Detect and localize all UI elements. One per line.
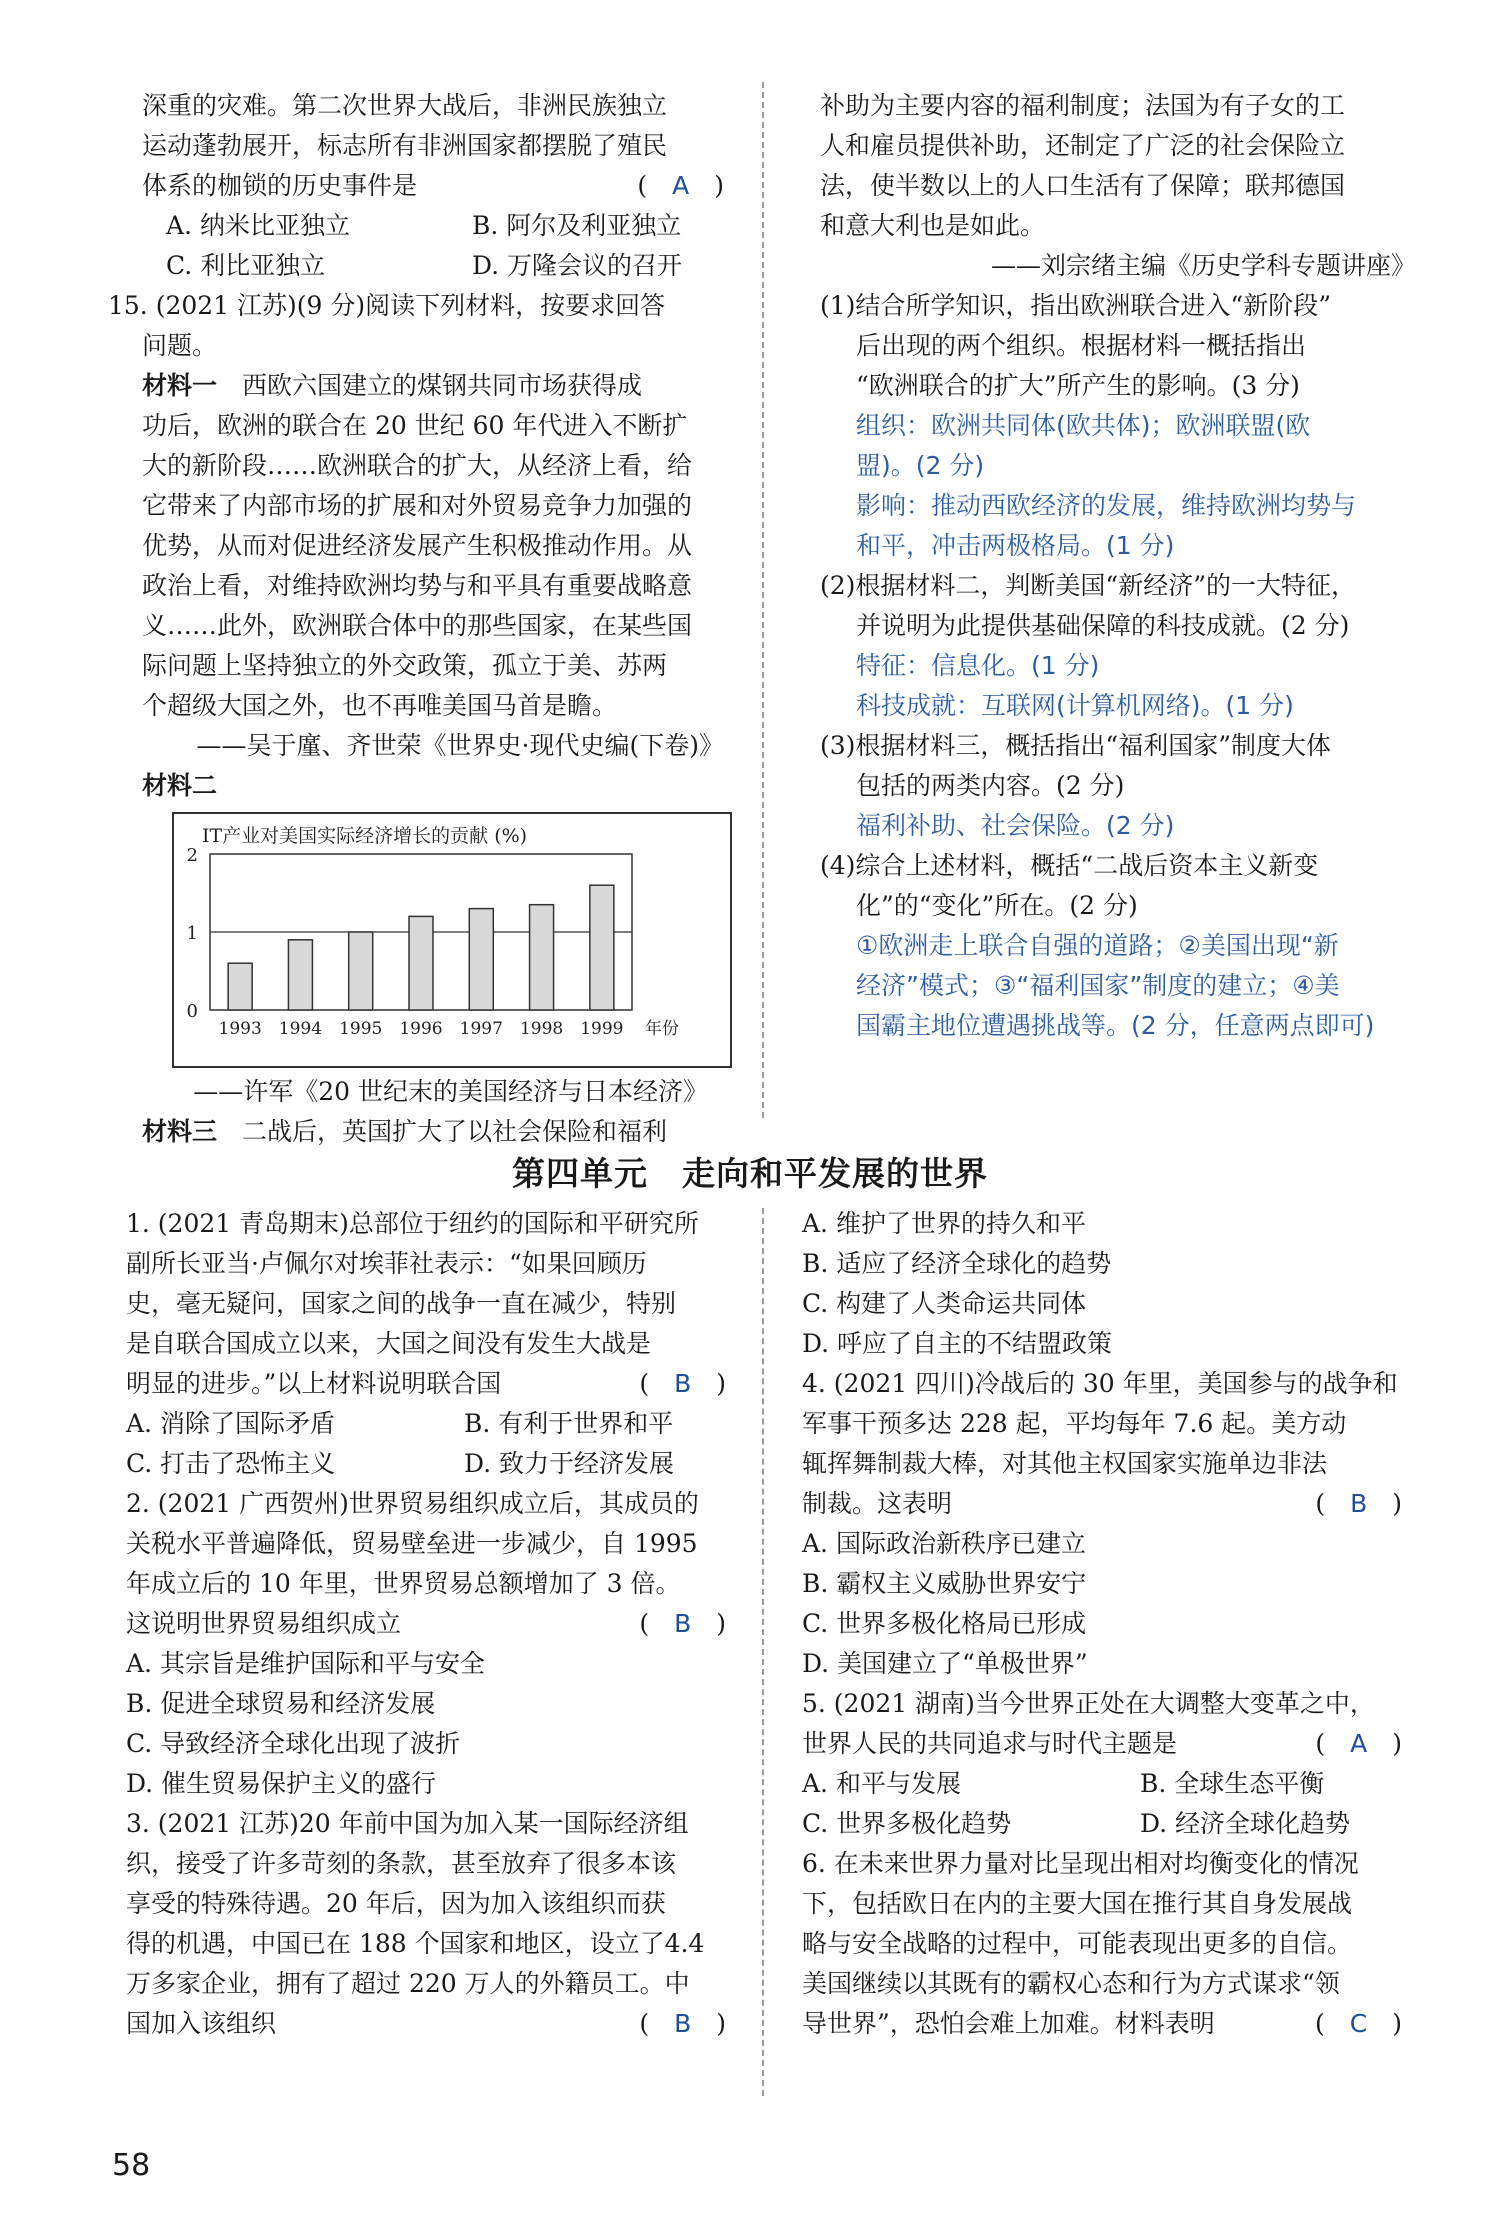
material-one-line: 优势，从而对促进经济发展产生积极推动作用。从 [142,531,693,560]
bar [288,940,312,1010]
question-1-line: 副所长亚当·卢佩尔对埃菲社表示：“如果回顾历 [126,1249,647,1278]
question-6-line: 略与安全战略的过程中，可能表现出更多的自信。 [802,1929,1353,1958]
q15-head: 问题。 [142,331,218,360]
question-3-line: 3. (2021 江苏)20 年前中国为加入某一国际经济组 [126,1809,689,1838]
q3-option-b: B. 适应了经济全球化的趋势 [802,1249,1112,1278]
page-number: 58 [112,2148,151,2183]
x-tick-label: 1993 [218,1019,262,1039]
q5-answer: A [1350,1729,1368,1758]
material-one-source: ——吴于廑、齐世荣《世界史·现代史编(下卷)》 [196,731,724,760]
x-tick-label: 1997 [459,1019,503,1039]
sub-answer-1: 组织：欧洲共同体(欧共体)；欧洲联盟(欧 [856,411,1311,440]
question-1-line: 是自联合国成立以来，大国之间没有发生大战是 [126,1329,652,1358]
q5-options-row [802,1764,1402,1804]
q2-answer: B [674,1609,692,1638]
q14-option-b: B. 阿尔及利亚独立 [472,211,682,240]
question-3-line: 国加入该组织 ( B ) [126,2004,726,2044]
question-3-line: 万多家企业，拥有了超过 220 万人的外籍员工。中 [126,1969,690,1998]
sub-question-2: (2)根据材料二，判断美国“新经济”的一大特征， [820,571,1356,600]
material-three-cont: 补助为主要内容的福利制度；法国为有子女的工 [820,91,1346,120]
sub-question-1: “欧洲联合的扩大”所产生的影响。(3 分) [856,371,1300,400]
bar [409,916,433,1010]
sub-question-4: 化”的“变化”所在。(2 分) [856,891,1138,920]
sub-question-1: 后出现的两个组织。根据材料一概括指出 [856,331,1307,360]
column-divider-top [762,82,764,1118]
q15-head: 15. (2021 江苏)(9 分)阅读下列材料，按要求回答 [108,291,666,320]
unit-title: 第四单元 走向和平发展的世界 [512,1154,988,1193]
sub-question-3: 包括的两类内容。(2 分) [856,771,1125,800]
q1-option-a: A. 消除了国际矛盾 [126,1409,335,1438]
q3-option-d: D. 呼应了自主的不结盟政策 [802,1329,1113,1358]
sub-question-4: (4)综合上述材料，概括“二战后资本主义新变 [820,851,1319,880]
question-6-line: 美国继续以其既有的霸权心态和行为方式谋求“领 [802,1969,1340,1998]
sub-answer-3: 福利补助、社会保险。(2 分) [856,811,1175,840]
question-4-line: 辄挥舞制裁大棒，对其他主权国家实施单边非法 [802,1449,1328,1478]
q1-answer-paren: ( B ) [639,1369,726,1398]
q14-option-c: C. 利比亚独立 [166,251,326,280]
material-two-label: 材料二 [142,771,218,800]
question-4-line: 军事干预多达 228 起，平均每年 7.6 起。美方动 [802,1409,1347,1438]
material-one-line: 政治上看，对维持欧洲均势与和平具有重要战略意 [142,571,693,600]
q5-option-c: C. 世界多极化趋势 [802,1809,1012,1838]
material-one-line: 材料一 西欧六国建立的煤钢共同市场获得成 [142,371,643,400]
question-1-line: 1. (2021 青岛期末)总部位于纽约的国际和平研究所 [126,1209,699,1238]
material-one-line: 义……此外，欧洲联合体中的那些国家，在某些国 [142,611,693,640]
question-2-line: 这说明世界贸易组织成立 ( B ) [126,1604,726,1644]
q1-option-b: B. 有利于世界和平 [464,1409,674,1438]
q1-options-row [126,1404,726,1444]
sub-question-3: (3)根据材料三，概括指出“福利国家”制度大体 [820,731,1331,760]
question-6-line: 下，包括欧日在内的主要大国在推行其自身发展战 [802,1889,1353,1918]
x-axis-label: 年份 [645,1019,679,1039]
question-3-line: 得的机遇，中国已在 188 个国家和地区，设立了4.4 [126,1929,705,1958]
q4-option-b: B. 霸权主义威胁世界安宁 [802,1569,1087,1598]
q2-option-b: B. 促进全球贸易和经济发展 [126,1689,436,1718]
material-three-line: 材料三 二战后，英国扩大了以社会保险和福利 [142,1117,668,1146]
sub-answer-2: 科技成就：互联网(计算机网络)。(1 分) [856,691,1294,720]
right-top-column [820,86,1416,1046]
question-1-line: 明显的进步。”以上材料说明联合国 ( B ) [126,1364,726,1404]
q2-option-a: A. 其宗旨是维护国际和平与安全 [126,1649,485,1678]
chart-svg [172,812,732,1068]
column-divider-bottom [762,1208,764,2096]
material-three-cont: 人和雇员提供补助，还制定了广泛的社会保险立 [820,131,1346,160]
q3-answer: B [674,2009,692,2038]
question-5-line: 5. (2021 湖南)当今世界正处在大调整大变革之中， [802,1689,1375,1718]
q1-option-d: D. 致力于经济发展 [464,1449,675,1478]
material-one-line: 大的新阶段……欧洲联合的扩大，从经济上看，给 [142,451,693,480]
x-tick-label: 1995 [339,1019,383,1039]
question-4-line: 4. (2021 四川)冷战后的 30 年里，美国参与的战争和 [802,1369,1398,1398]
sub-answer-4: 经济”模式；③“福利国家”制度的建立；④美 [856,971,1340,1000]
q4-answer-paren: ( B ) [1315,1489,1402,1518]
q14-option-d: D. 万隆会议的召开 [472,251,683,280]
q2-answer-paren: ( B ) [639,1609,726,1638]
q2-option-d: D. 催生贸易保护主义的盛行 [126,1769,437,1798]
q5-answer-paren: ( A ) [1315,1729,1402,1758]
q4-answer: B [1350,1489,1368,1518]
y-tick-label: 1 [186,923,198,944]
q6-answer: C [1349,2009,1368,2038]
sub-answer-4: ①欧洲走上联合自强的道路；②美国出现“新 [856,931,1339,960]
sub-answer-1: 盟)。(2 分) [856,451,985,480]
q14-options-row [142,206,724,246]
q3-option-c: C. 构建了人类命运共同体 [802,1289,1087,1318]
q6-answer-paren: ( C ) [1315,2009,1402,2038]
q3-answer-paren: ( B ) [639,2009,726,2038]
material-one-label: 材料一 [142,371,218,400]
q4-option-c: C. 世界多极化格局已形成 [802,1609,1087,1638]
question-3-line: 享受的特殊待遇。20 年后，因为加入该组织而获 [126,1889,666,1918]
q1-option-c: C. 打击了恐怖主义 [126,1449,336,1478]
question-6-line: 导世界”，恐怕会难上加难。材料表明 ( C ) [802,2004,1402,2044]
right-bottom-column [802,1204,1402,2044]
q1-answer: B [674,1369,692,1398]
q14-option-a: A. 纳米比亚独立 [166,211,350,240]
q1-options-row [126,1444,726,1484]
q5-option-a: A. 和平与发展 [802,1769,961,1798]
q5-option-b: B. 全球生态平衡 [1140,1769,1325,1798]
question-1-line: 史，毫无疑问，国家之间的战争一直在减少，特别 [126,1289,677,1318]
sub-answer-1: 影响：推动西欧经济的发展，维持欧洲均势与 [856,491,1357,520]
x-tick-label: 1999 [580,1019,624,1039]
material-one-line: 它带来了内部市场的扩展和对外贸易竞争力加强的 [142,491,693,520]
q14-line: 运动蓬勃展开，标志所有非洲国家都摆脱了殖民 [142,131,668,160]
material-three-cont: 法，使半数以上的人口生活有了保障；联邦德国 [820,171,1346,200]
material-one-line: 际问题上坚持独立的外交政策，孤立于美、苏两 [142,651,668,680]
question-6-line: 6. 在未来世界力量对比呈现出相对均衡变化的情况 [802,1849,1359,1878]
material-three-label: 材料三 [142,1117,218,1146]
material-one-line: 个超级大国之外，也不再唯美国马首是瞻。 [142,691,618,720]
question-2-line: 年成立后的 10 年里，世界贸易总额增加了 3 倍。 [126,1569,681,1598]
x-tick-label: 1998 [519,1019,564,1039]
question-2-line: 2. (2021 广西贺州)世界贸易组织成立后，其成员的 [126,1489,699,1518]
q3-option-a: A. 维护了世界的持久和平 [802,1209,1086,1238]
bar [530,905,554,1010]
q5-option-d: D. 经济全球化趋势 [1140,1809,1351,1838]
q14-answer-paren: ( A ) [637,171,724,200]
q14-options-row [142,246,724,286]
q14-line: 深重的灾难。第二次世界大战后，非洲民族独立 [142,91,668,120]
question-4-line: 制裁。这表明 ( B ) [802,1484,1402,1524]
chart-title: IT产业对美国实际经济增长的贡献 (%) [202,825,528,847]
material-three-source: ——刘宗绪主编《历史学科专题讲座》 [990,251,1416,280]
sub-answer-4: 国霸主地位遭遇挑战等。(2 分，任意两点即可) [856,1011,1375,1040]
left-bottom-column [126,1204,726,2044]
q4-option-a: A. 国际政治新秩序已建立 [802,1529,1086,1558]
question-5-line: 世界人民的共同追求与时代主题是 ( A ) [802,1724,1402,1764]
left-top-column [108,86,724,1152]
sub-answer-1: 和平，冲击两极格局。(1 分) [856,531,1175,560]
y-tick-label: 0 [186,1001,198,1022]
sub-answer-2: 特征：信息化。(1 分) [856,651,1100,680]
material-two-source: ——许军《20 世纪末的美国经济与日本经济》 [193,1077,708,1106]
bar [590,885,614,1010]
q5-options-row [802,1804,1402,1844]
q4-option-d: D. 美国建立了“单极世界” [802,1649,1088,1678]
x-tick-label: 1996 [399,1019,443,1039]
x-tick-label: 1994 [278,1019,323,1039]
q14-line: 体系的枷锁的历史事件是 ( A ) [142,166,724,206]
material-one-line: 功后，欧洲的联合在 20 世纪 60 年代进入不断扩 [142,411,688,440]
question-2-line: 关税水平普遍降低，贸易壁垒进一步减少，自 1995 [126,1529,698,1558]
question-3-line: 织，接受了许多苛刻的条款，甚至放弃了很多本该 [126,1849,677,1878]
q2-option-c: C. 导致经济全球化出现了波折 [126,1729,461,1758]
sub-question-1: (1)结合所学知识，指出欧洲联合进入“新阶段” [820,291,1331,320]
sub-question-2: 并说明为此提供基础保障的科技成就。(2 分) [856,611,1350,640]
bar [469,909,493,1010]
bar [349,932,373,1010]
q14-answer: A [672,171,690,200]
y-tick-label: 2 [186,845,198,866]
it-contribution-chart [172,812,732,1068]
material-three-cont: 和意大利也是如此。 [820,211,1046,240]
bar [228,963,252,1010]
